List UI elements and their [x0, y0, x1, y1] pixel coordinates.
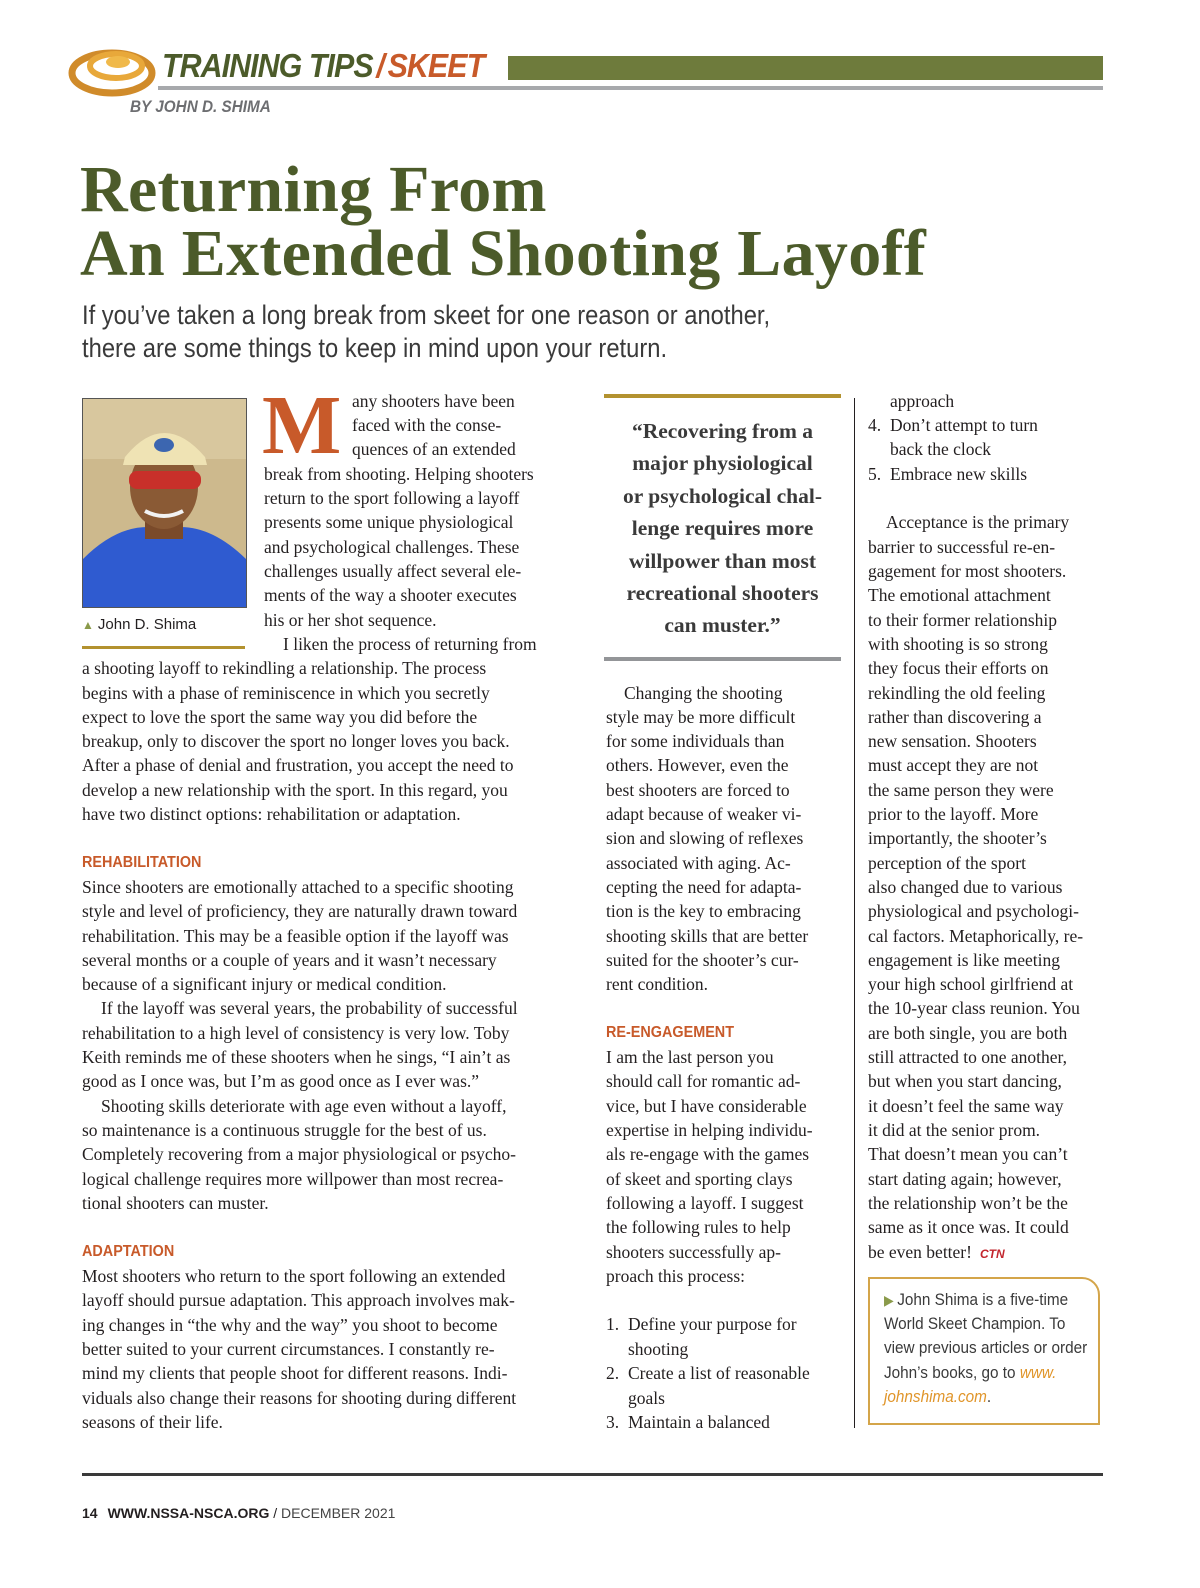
footer-url[interactable]: WWW.NSSA-NSCA.ORG	[107, 1505, 270, 1521]
subhead-re-engagement: RE-ENGAGEMENT	[606, 1024, 735, 1041]
drop-cap: M	[262, 379, 342, 472]
body-line: tional shooters can muster.	[82, 1193, 269, 1213]
body-line: Shooting skills deteriorate with age even without a layoff,	[101, 1096, 507, 1116]
list-number: 4.	[868, 415, 882, 435]
body-line: tion is the key to embracing	[606, 901, 801, 921]
headline-line-1: Returning From	[80, 153, 547, 226]
pull-quote-top-rule	[604, 394, 841, 398]
body-line: have two distinct options: rehabilitation or adaptation.	[82, 804, 461, 824]
bio-line	[884, 1363, 1056, 1383]
body-line: barrier to successful re-en-	[868, 537, 1056, 557]
body-line: rehabilitation. This may be a feasible option if the layoff was	[82, 926, 509, 946]
body-line: Since shooters are emotionally attached to a specific shooting	[82, 877, 514, 897]
footer-separator: /	[269, 1505, 282, 1521]
body-line: Keith reminds me of these shooters when he sings, “I ain’t as	[82, 1047, 511, 1067]
body-line: start dating again; however,	[868, 1169, 1062, 1189]
body-line: style and level of proficiency, they are naturally drawn toward	[82, 901, 518, 921]
list-number: 5.	[868, 464, 882, 484]
byline: BY JOHN D. SHIMA	[130, 97, 271, 116]
skeet-target-logo	[66, 40, 156, 102]
subhead-adaptation: ADAPTATION	[82, 1243, 175, 1260]
body-line: suited for the shooter’s cur-	[606, 950, 799, 970]
body-line: best shooters are forced to	[606, 780, 790, 800]
body-line: ments of the way a shooter executes	[264, 585, 517, 605]
list-item: Define your purpose for	[628, 1314, 797, 1334]
header-rule	[158, 86, 1103, 90]
website-link[interactable]: johnshima.com	[884, 1387, 987, 1406]
bio-line	[884, 1387, 991, 1407]
body-line: are both single, you are both	[868, 1023, 1068, 1043]
body-line: others. However, even the	[606, 755, 789, 775]
body-line: the following rules to help	[606, 1217, 791, 1237]
list-item: Maintain a balanced	[628, 1412, 770, 1432]
list-item: Create a list of reasonable	[628, 1363, 810, 1383]
pull-quote-line: “Recovering from a	[631, 419, 814, 443]
body-line: rekindling the old feeling	[868, 683, 1046, 703]
body-line: quences of an extended	[352, 439, 516, 459]
body-line: your high school girlfriend at	[868, 974, 1074, 994]
body-line: with shooting is so strong	[868, 634, 1048, 654]
list-item: Embrace new skills	[890, 464, 1028, 484]
body-line: cepting the need for adapta-	[606, 877, 802, 897]
body-line: of skeet and sporting clays	[606, 1169, 793, 1189]
body-line: engagement is like meeting	[868, 950, 1060, 970]
body-line: rather than discovering a	[868, 707, 1042, 727]
body-line: the same person they were	[868, 780, 1054, 800]
body-line: Most shooters who return to the sport following an extended	[82, 1266, 506, 1286]
section-label-training-tips: TRAINING TIPS	[162, 47, 373, 84]
body-line: prior to the layoff. More	[868, 804, 1039, 824]
list-item: goals	[628, 1388, 665, 1408]
bio-text: John Shima is a five-time	[897, 1290, 1069, 1309]
body-line: mind my clients that people shoot for different reasons. Indi-	[82, 1363, 508, 1383]
list-item: approach	[890, 391, 955, 411]
body-line: because of a significant injury or medical condition.	[82, 974, 447, 994]
body-line: The emotional attachment	[868, 585, 1051, 605]
body-line: adapt because of weaker vi-	[606, 804, 802, 824]
body-line: physiological and psychologi-	[868, 901, 1079, 921]
body-line: several months or a couple of years and it wasn’t necessary	[82, 950, 497, 970]
body-line: any shooters have been	[352, 391, 515, 411]
header-bar	[508, 56, 1103, 80]
body-line: logical challenge requires more willpower than most recrea-	[82, 1169, 504, 1189]
body-line: must accept they are not	[868, 755, 1039, 775]
body-line: still attracted to one another,	[868, 1047, 1068, 1067]
body-line: I liken the process of returning from	[283, 634, 537, 654]
final-sentence: be even better!	[868, 1242, 972, 1262]
footer-rule	[82, 1473, 1103, 1476]
body-line: viduals also change their reasons for shooting during different	[82, 1388, 517, 1408]
body-line: rehabilitation to a high level of consistency is very low. Toby	[82, 1023, 510, 1043]
body-line: seasons of their life.	[82, 1412, 223, 1432]
body-line: expect to love the sport the same way you did before the	[82, 707, 478, 727]
body-line: return to the sport following a layoff	[264, 488, 520, 508]
page-number: 14	[82, 1505, 98, 1521]
author-photo	[82, 398, 247, 608]
body-line: ing changes in “the why and the way” you shoot to become	[82, 1315, 498, 1335]
list-number: 2.	[606, 1363, 620, 1383]
body-line: layoff should pursue adaptation. This approach involves mak-	[82, 1290, 515, 1310]
bio-line: view previous articles or order	[884, 1338, 1088, 1357]
subhead-rehabilitation: REHABILITATION	[82, 854, 202, 871]
end-mark: CTN	[979, 1247, 1005, 1261]
footer	[82, 1505, 395, 1521]
list-item: Don’t attempt to turn	[890, 415, 1038, 435]
pull-quote-line: recreational shooters	[626, 581, 819, 605]
body-line: Completely recovering from a major physiological or psycho-	[82, 1144, 516, 1164]
body-line: Changing the shooting	[624, 683, 783, 703]
body-line: perception of the sport	[868, 853, 1026, 873]
triangle-icon: ▲	[82, 618, 94, 632]
body-line: develop a new relationship with the sport. In this regard, you	[82, 780, 508, 800]
deck-line-2: there are some things to keep in mind upon your return.	[82, 333, 668, 363]
body-line: importantly, the shooter’s	[868, 828, 1047, 848]
body-line: proach this process:	[606, 1266, 745, 1286]
pull-quote-line: can muster.”	[664, 613, 781, 637]
body-line: break from shooting. Helping shooters	[264, 464, 534, 484]
deck-line-1: If you’ve taken a long break from skeet for one reason or another,	[82, 300, 771, 330]
pull-quote-line: willpower than most	[628, 549, 817, 573]
bio-line	[884, 1290, 1068, 1310]
body-line-final	[868, 1242, 1005, 1263]
body-line: the relationship won’t be the	[868, 1193, 1068, 1213]
body-line: expertise in helping individu-	[606, 1120, 813, 1140]
body-line: the 10-year class reunion. You	[868, 998, 1080, 1018]
body-line: Acceptance is the primary	[886, 512, 1070, 532]
column-divider	[854, 398, 855, 1428]
section-title	[162, 46, 484, 86]
body-line: breakup, only to discover the sport no longer loves you back.	[82, 731, 510, 751]
body-line: his or her shot sequence.	[264, 610, 437, 630]
body-line: also changed due to various	[868, 877, 1063, 897]
body-line: sion and slowing of reflexes	[606, 828, 804, 848]
body-line: it doesn’t feel the same way	[868, 1096, 1064, 1116]
body-line: for some individuals than	[606, 731, 785, 751]
body-line: challenges usually affect several ele-	[264, 561, 522, 581]
body-line: begins with a phase of reminiscence in which you secretly	[82, 683, 490, 703]
headline	[80, 153, 927, 290]
pull-quote-line: or psychological chal-	[622, 484, 823, 508]
bio-text: John’s books, go to	[884, 1363, 1020, 1382]
list-item: back the clock	[890, 439, 992, 459]
body-line: That doesn’t mean you can’t	[868, 1144, 1068, 1164]
section-separator: /	[376, 47, 384, 84]
body-line: presents some unique physiological	[264, 512, 514, 532]
body-line: cal factors. Metaphorically, re-	[868, 926, 1084, 946]
body-line: same as it once was. It could	[868, 1217, 1069, 1237]
body-line: shooters successfully ap-	[606, 1242, 781, 1262]
body-line: following a layoff. I suggest	[606, 1193, 804, 1213]
body-line: If the layoff was several years, the probability of successful	[101, 998, 518, 1018]
issue-date: DECEMBER 2021	[281, 1505, 396, 1521]
list-number: 1.	[606, 1314, 620, 1334]
play-triangle-icon: ▶	[884, 1292, 898, 1308]
bio-text: .	[986, 1387, 992, 1406]
body-line: new sensation. Shooters	[868, 731, 1037, 751]
body-line: should call for romantic ad-	[606, 1071, 801, 1091]
bio-line: World Skeet Champion. To	[884, 1314, 1066, 1333]
list-item: shooting	[628, 1339, 689, 1359]
body-line: After a phase of denial and frustration, you accept the need to	[82, 755, 514, 775]
body-line: associated with aging. Ac-	[606, 853, 791, 873]
list-number: 3.	[606, 1412, 620, 1432]
photo-caption-text: John D. Shima	[97, 616, 197, 633]
body-line: a shooting layoff to rekindling a relationship. The process	[82, 658, 487, 678]
caption-rule	[82, 646, 245, 649]
body-line: to their former relationship	[868, 610, 1058, 630]
body-line: faced with the conse-	[352, 415, 502, 435]
body-line: they focus their efforts on	[868, 658, 1049, 678]
body-line: so maintenance is a continuous struggle for the best of us.	[82, 1120, 487, 1140]
body-line: als re-engage with the games	[606, 1144, 810, 1164]
section-label-skeet: SKEET	[387, 47, 485, 84]
body-line: better suited to your current circumstances. I constantly re-	[82, 1339, 495, 1359]
website-link[interactable]: www.	[1019, 1363, 1057, 1382]
pull-quote-line: lenge requires more	[631, 516, 814, 540]
body-line: and psychological challenges. These	[264, 537, 520, 557]
body-line: I am the last person you	[606, 1047, 774, 1067]
deck	[82, 299, 786, 365]
body-line: gagement for most shooters.	[868, 561, 1067, 581]
photo-caption	[82, 616, 196, 633]
body-line: good as I once was, but I’m as good once as I ever was.”	[82, 1071, 480, 1091]
body-line: but when you start dancing,	[868, 1071, 1062, 1091]
body-line: vice, but I have considerable	[606, 1096, 807, 1116]
pull-quote-bottom-rule	[604, 657, 841, 661]
body-line: rent condition.	[606, 974, 709, 994]
body-line: it did at the senior prom.	[868, 1120, 1041, 1140]
pull-quote-line: major physiological	[632, 451, 813, 475]
headline-line-2: An Extended Shooting Layoff	[80, 217, 927, 290]
body-line: style may be more difficult	[606, 707, 796, 727]
body-line: shooting skills that are better	[606, 926, 809, 946]
